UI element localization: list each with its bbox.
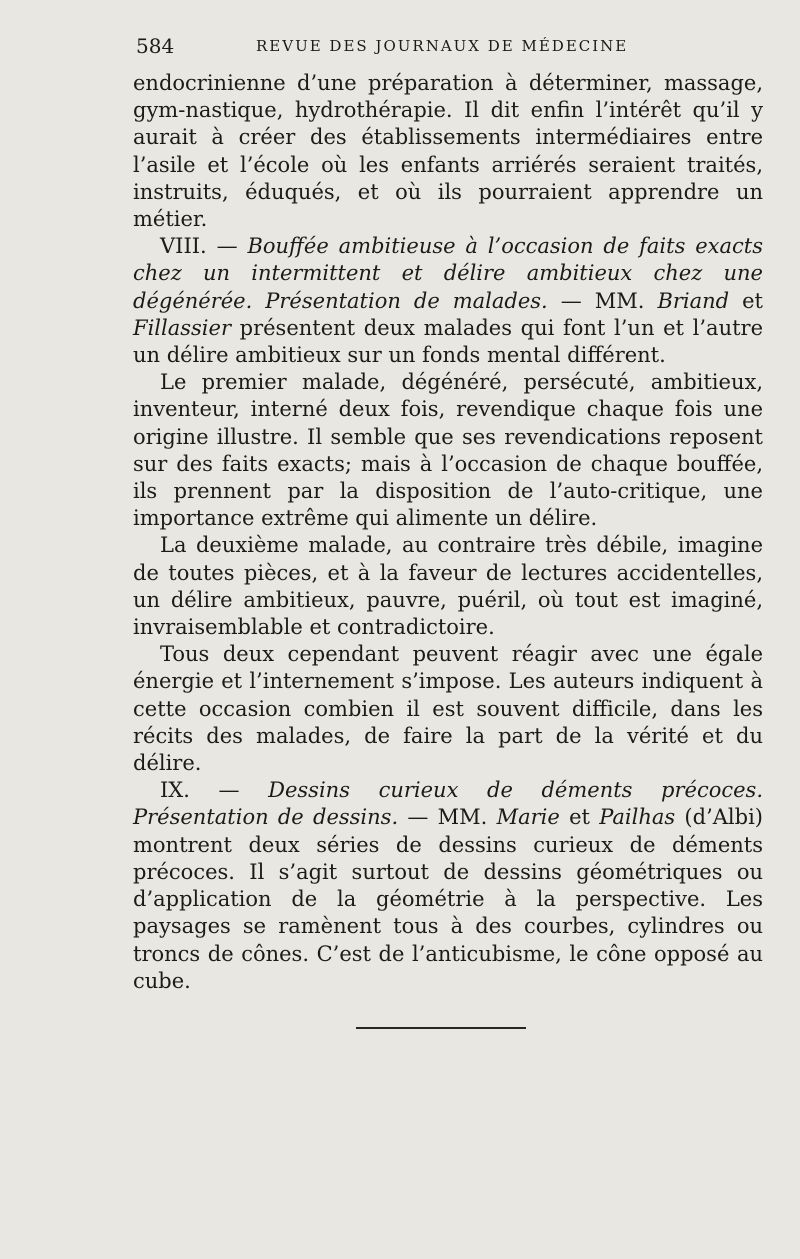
italic-text: Bouffée ambitieuse à l’occasion de faits exacts chez un intermittent et délire ambitieux chez une dégénérée. Présentation de malades.: [133, 234, 763, 313]
paragraph: [133, 777, 763, 995]
text-run: Le premier malade, dégénéré, persécuté, ambitieux, inventeur, interné deux fois, revendique chaque fois une origine illustre. Il semble que ses revendications reposent sur des faits exacts; mais à l’occasion de chaque bouffée, ils prennent par la disposition de l’auto-critique, une importance extrême qui alimente un délire.: [133, 370, 763, 531]
italic-text: Dessins curieux de déments précoces. Présentation de dessins.: [133, 778, 764, 830]
text-run: (d’Albi) montrent deux séries de dessins curieux de déments précoces. Il s’agit surtout de dessins géométriques ou d’application de la géométrie à la perspective. Les paysages se ramènent tous à des courbes, cylindres ou troncs de cônes. C’est de l’anticubisme, le cône opposé au cube.: [133, 805, 763, 993]
paragraph: [133, 641, 763, 777]
text-run: VIII. —: [160, 234, 248, 259]
text-run: présentent deux malades qui font l’un et l’autre un délire ambitieux sur un fonds mental différent.: [133, 315, 763, 368]
text-run: — MM.: [398, 805, 497, 830]
article-body: [133, 70, 763, 995]
paragraph: [133, 70, 763, 233]
paragraph: [133, 532, 763, 641]
paragraph: [133, 233, 763, 369]
text-run: La deuxième malade, au contraire très débile, imagine de toutes pièces, et à la faveur de lectures accidentelles, un délire ambitieux, pauvre, puéril, où tout est imaginé, invraisemblable et contradictoire.: [133, 533, 763, 640]
paragraph: [133, 369, 763, 532]
text-run: Tous deux cependant peuvent réagir avec une égale énergie et l’internement s’impose. Les auteurs indiquent à cette occasion combien il est souvent difficile, dans les récits des malades, de faire la part de la vérité et du délire.: [133, 642, 763, 776]
page-header: [136, 34, 764, 62]
text-run: — MM.: [547, 288, 658, 313]
text-run: endocrinienne d’une préparation à déterminer, massage, gym-nastique, hydrothérapie. Il dit enfin l’intérêt qu’il y aurait à créer des établissements intermédiaires entre l’asile et l’école où les enfants arriérés seraient traités, instruits, éduqués, et où ils pourraient apprendre un métier.: [133, 71, 763, 232]
section-divider: [356, 1027, 526, 1029]
page-number: 584: [136, 34, 175, 58]
running-title: REVUE DES JOURNAUX DE MÉDECINE: [256, 37, 629, 55]
text-run: et: [559, 805, 600, 830]
italic-text: Briand: [657, 288, 730, 313]
text-run: IX. —: [160, 778, 269, 803]
text-run: et: [729, 288, 763, 313]
italic-text: Pailhas: [599, 805, 676, 830]
italic-text: Marie: [496, 805, 560, 830]
italic-text: Fillassier: [133, 315, 231, 340]
